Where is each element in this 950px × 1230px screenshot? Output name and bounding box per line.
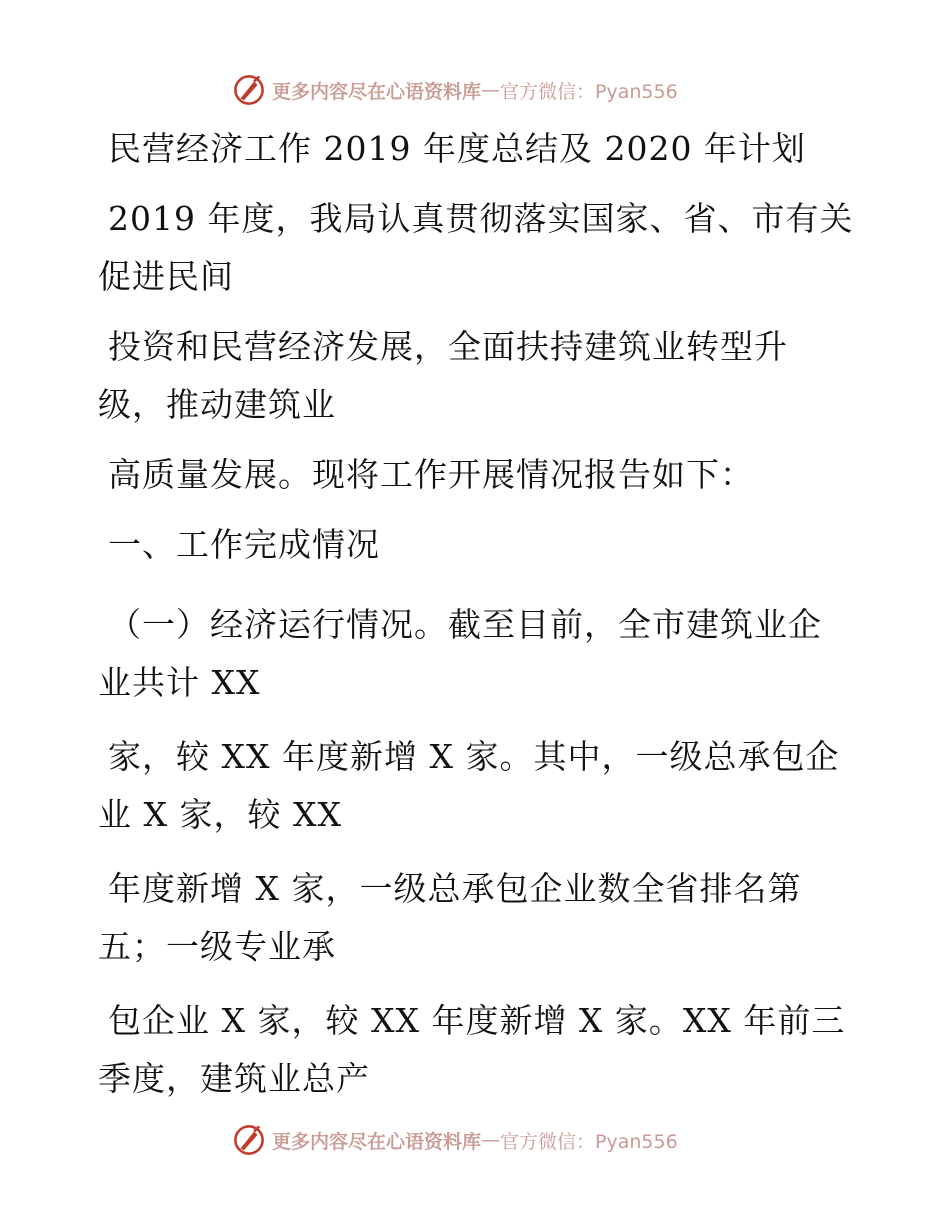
feather-pen-icon	[232, 1123, 266, 1157]
paragraph-line: 包企业 X 家，较 XX 年度新增 X 家。XX 年前三	[108, 1001, 846, 1040]
paragraph-line: 家，较 XX 年度新增 X 家。其中，一级总承包企	[108, 737, 840, 776]
watermark-sub-text: 官方微信：Pyan556	[500, 1130, 678, 1153]
section-heading: 一、工作完成情况	[108, 525, 380, 564]
paragraph-line: 业 X 家，较 XX	[98, 795, 342, 834]
watermark-main-text: 更多内容尽在心语资料库	[272, 80, 482, 103]
paragraph-line: 年度新增 X 家，一级总承包企业数全省排名第	[108, 869, 802, 908]
watermark-dash: —	[481, 79, 501, 101]
footer-watermark	[232, 1122, 678, 1158]
header-watermark	[232, 72, 678, 108]
document-title: 民营经济工作 2019 年度总结及 2020 年计划	[108, 129, 806, 168]
paragraph-line: 高质量发展。现将工作开展情况报告如下：	[108, 455, 754, 494]
paragraph-line: 促进民间	[98, 257, 234, 296]
paragraph-line: 投资和民营经济发展，全面扶持建筑业转型升	[108, 327, 788, 366]
paragraph-line: 级，推动建筑业	[98, 385, 336, 424]
paragraph-line: 业共计 XX	[98, 663, 261, 702]
watermark-dash: —	[481, 1129, 501, 1151]
paragraph-line: 2019 年度，我局认真贯彻落实国家、省、市有关	[108, 199, 854, 238]
document-body	[98, 124, 854, 1108]
paragraph-line: 五；一级专业承	[98, 927, 336, 966]
paragraph-line: 季度，建筑业总产	[98, 1059, 370, 1098]
watermark-sub-text: 官方微信：Pyan556	[500, 80, 678, 103]
feather-pen-icon	[232, 73, 266, 107]
paragraph-line: （一）经济运行情况。截至目前，全市建筑业企	[108, 605, 822, 644]
watermark-main-text: 更多内容尽在心语资料库	[272, 1130, 482, 1153]
